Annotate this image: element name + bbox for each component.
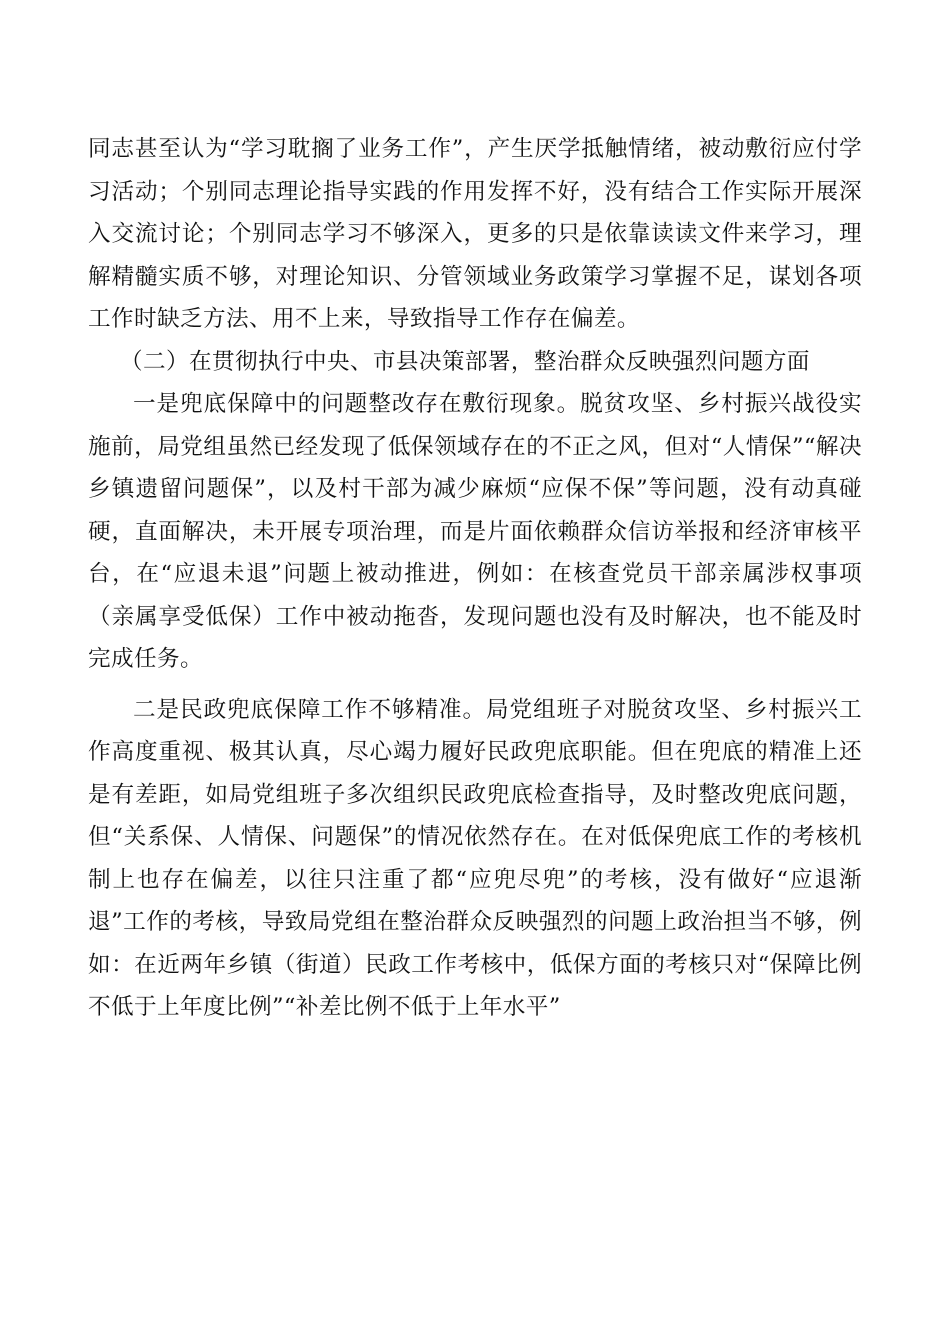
paragraph-continuation: 同志甚至认为“学习耽搁了业务工作”，产生厌学抵触情绪，被动敷衍应付学习活动；个别同志理论指导实践的作用发挥不好，没有结合工作实际开展深入交流讨论；个别同志学习不够深入，更多的只是依靠读读文件来学习，理解精髓实质不够，对理论知识、分管领域业务政策学习掌握不足，谋划各项工作时缺乏方法、用不上来，导致指导工作存在偏差。 xyxy=(88,136,862,332)
document-page xyxy=(88,128,862,1029)
paragraph-item-two: 二是民政兜底保障工作不够精准。局党组班子对脱贫攻坚、乡村振兴工作高度重视、极其认真，尽心竭力履好民政兜底职能。但在兜底的精准上还是有差距，如局党组班子多次组织民政兜底检查指导，及时整改兜底问题，但“关系保、人情保、问题保”的情况依然存在。在对低保兜底工作的考核机制上也存在偏差，以往只注重了都“应兜尽兜”的考核，没有做好“应退渐退”工作的考核，导致局党组在整治群众反映强烈的问题上政治担当不够，例如：在近两年乡镇（街道）民政工作考核中，低保方面的考核只对“保障比例不低于上年度比例”“补差比例不低于上年水平” xyxy=(88,696,862,1020)
section-heading: （二）在贯彻执行中央、市县决策部署，整治群众反映强烈问题方面 xyxy=(120,348,810,375)
paragraph-item-one: 一是兜底保障中的问题整改存在敷衍现象。脱贫攻坚、乡村振兴战役实施前，局党组虽然已经发现了低保领域存在的不正之风，但对“人情保”“解决乡镇遗留问题保”，以及村干部为减少麻烦“应保不保”等问题，没有动真碰硬，直面解决，未开展专项治理，而是片面依赖群众信访举报和经济审核平台，在“应退未退”问题上被动推进，例如：在核查党员干部亲属涉权事项（亲属享受低保）工作中被动拖沓，发现问题也没有及时解决，也不能及时完成任务。 xyxy=(88,391,862,672)
